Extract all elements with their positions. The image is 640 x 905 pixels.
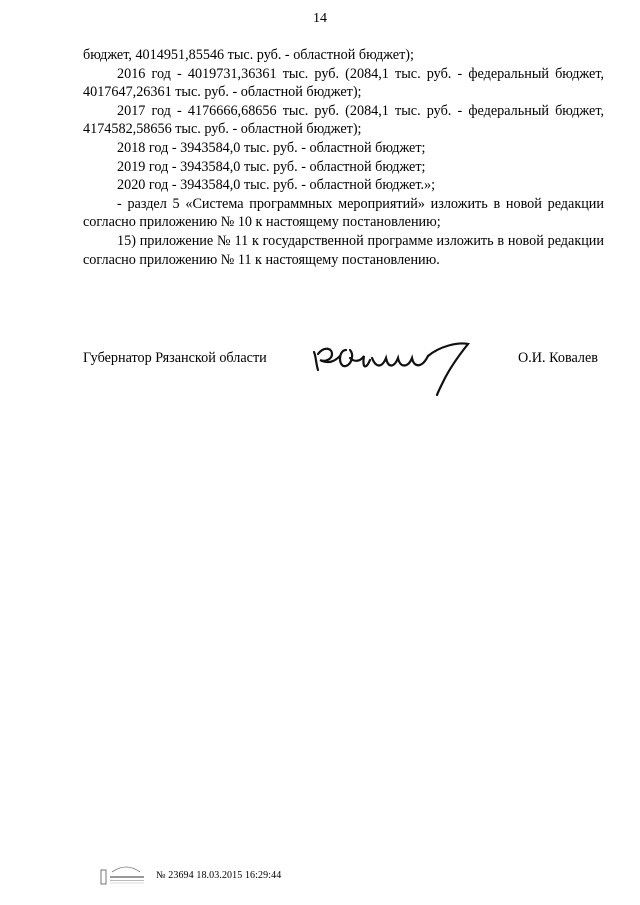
- paragraph-year-2020: 2020 год - 3943584,0 тыс. руб. - областной бюджет.»;: [117, 177, 436, 194]
- registry-logo-icon: [100, 864, 150, 886]
- paragraph-year-2016: 2016 год - 4019731,36361 тыс. руб. (2084,1 тыс. руб. - федеральный бюджет, 4017647,26361 тыс. руб. - областной бюджет);: [83, 65, 604, 101]
- paragraph-budget-continuation: бюджет, 4014951,85546 тыс. руб. - областной бюджет);: [83, 47, 414, 63]
- paragraph-year-2019: 2019 год - 3943584,0 тыс. руб. - областной бюджет;: [117, 158, 426, 175]
- handwritten-signature: [310, 340, 475, 396]
- page-number: 14: [313, 11, 327, 26]
- paragraph-year-2018: 2018 год - 3943584,0 тыс. руб. - областной бюджет;: [117, 139, 426, 156]
- paragraph-section-5: - раздел 5 «Система программных мероприятий» изложить в новой редакции согласно приложению № 10 к настоящему постановлению;: [83, 195, 604, 231]
- signatory-title: Губернатор Рязанской области: [83, 350, 267, 366]
- document-registration-stamp: № 23694 18.03.2015 16:29:44: [156, 869, 282, 881]
- paragraph-year-2017: 2017 год - 4176666,68656 тыс. руб. (2084,1 тыс. руб. - федеральный бюджет, 4174582,58656 тыс. руб. - областной бюджет);: [83, 102, 604, 138]
- signatory-name: О.И. Ковалев: [518, 350, 598, 366]
- paragraph-item-15: 15) приложение № 11 к государственной программе изложить в новой редакции согласно приложению № 11 к настоящему постановлению.: [83, 232, 604, 268]
- document-body: [83, 46, 604, 269]
- document-footer: [100, 864, 281, 886]
